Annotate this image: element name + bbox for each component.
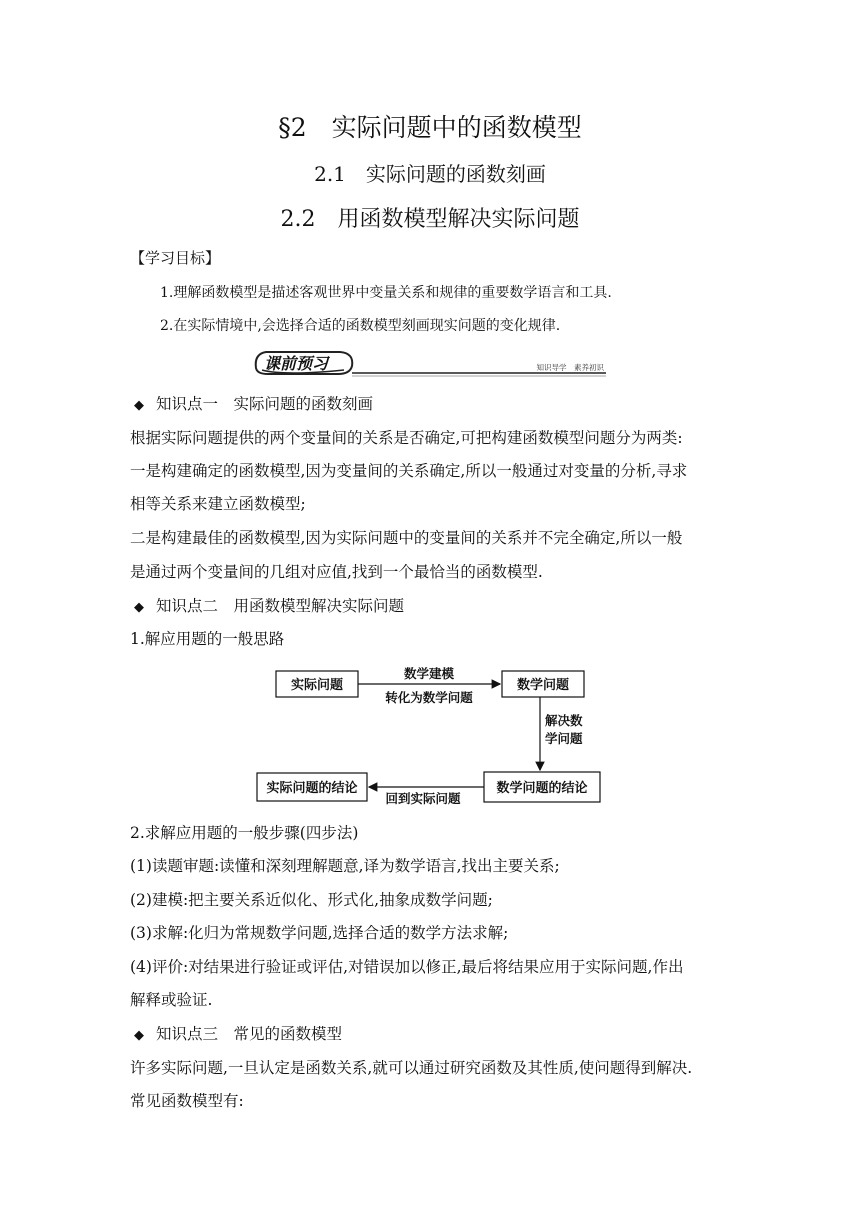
kp3-line-1: 许多实际问题,一旦认定是函数关系,就可以通过研究函数及其性质,使问题得到解决. (130, 1059, 693, 1077)
kp1-line-2: 一是构建确定的函数模型,因为变量间的关系确定,所以一般通过对变量的分析,寻求 (130, 462, 688, 480)
subsection-title-2-2: 2.2 用函数模型解决实际问题 (280, 207, 580, 232)
kp1-title: 知识点一 实际问题的函数刻画 (156, 395, 374, 413)
kp1-line-3: 相等关系来建立函数模型; (130, 495, 306, 513)
box-math-problem-label: 数学问题 (516, 678, 570, 693)
kp2-subtitle-2: 2.求解应用题的一般步骤(四步法) (130, 824, 359, 842)
banner-right-text: 知识导学 素养初识 (536, 363, 604, 372)
kp2-subtitle-1: 1.解应用题的一般思路 (130, 630, 285, 648)
banner-label-art (256, 352, 353, 374)
banner-label: 课前预习 (264, 354, 329, 373)
kp1-heading (134, 394, 373, 416)
arrow-return-label: 回到实际问题 (385, 791, 461, 806)
kp3-heading (134, 1024, 342, 1046)
kp3-line-2: 常见函数模型有: (130, 1092, 244, 1110)
box-math-conclusion-label: 数学问题的结论 (496, 781, 588, 796)
step-3: (3)求解:化归为常规数学问题,选择合适的数学方法求解; (130, 924, 509, 942)
diamond-icon: ◆ (134, 600, 144, 615)
flowchart (255, 662, 605, 807)
objective-item-1: 1.理解函数模型是描述客观世界中变量关系和规律的重要数学语言和工具. (160, 285, 612, 301)
step-4: (4)评价:对结果进行验证或评估,对错误加以修正,最后将结果应用于实际问题,作出 (130, 958, 684, 976)
kp3-title: 知识点三 常见的函数模型 (156, 1025, 343, 1043)
kp1-line-1: 根据实际问题提供的两个变量间的关系是否确定,可把构建函数模型问题分为两类: (130, 429, 683, 447)
kp1-line-4: 二是构建最佳的函数模型,因为实际问题中的变量间的关系并不完全确定,所以一般 (130, 529, 683, 547)
objective-item-2: 2.在实际情境中,会选择合适的函数模型刻画现实问题的变化规律. (160, 318, 561, 334)
subsection-title-2-1: 2.1 实际问题的函数刻画 (314, 162, 546, 186)
step-4-continued: 解释或验证. (130, 991, 213, 1009)
section-title: §2 实际问题中的函数模型 (278, 113, 582, 142)
diamond-icon: ◆ (134, 398, 144, 413)
kp2-title: 知识点二 用函数模型解决实际问题 (156, 597, 405, 615)
step-1: (1)读题审题:读懂和深刻理解题意,译为数学语言,找出主要关系; (130, 857, 560, 875)
diamond-icon: ◆ (134, 1028, 144, 1043)
arrow-solve-label-1: 解决数 (545, 713, 583, 728)
arrow-modeling-top-label: 数学建模 (403, 666, 455, 681)
preview-banner (254, 348, 606, 378)
arrow-modeling-bottom-label: 转化为数学问题 (385, 690, 473, 705)
kp1-line-5: 是通过两个变量间的几组对应值,找到一个最恰当的函数模型. (130, 563, 543, 581)
box-real-problem-label: 实际问题 (290, 678, 344, 693)
arrow-solve-label-2: 学问题 (545, 731, 583, 746)
step-2: (2)建模:把主要关系近似化、形式化,抽象成数学问题; (130, 891, 493, 909)
box-real-conclusion-label: 实际问题的结论 (266, 781, 358, 796)
objectives-header: 【学习目标】 (130, 249, 221, 267)
kp2-heading (134, 596, 404, 618)
